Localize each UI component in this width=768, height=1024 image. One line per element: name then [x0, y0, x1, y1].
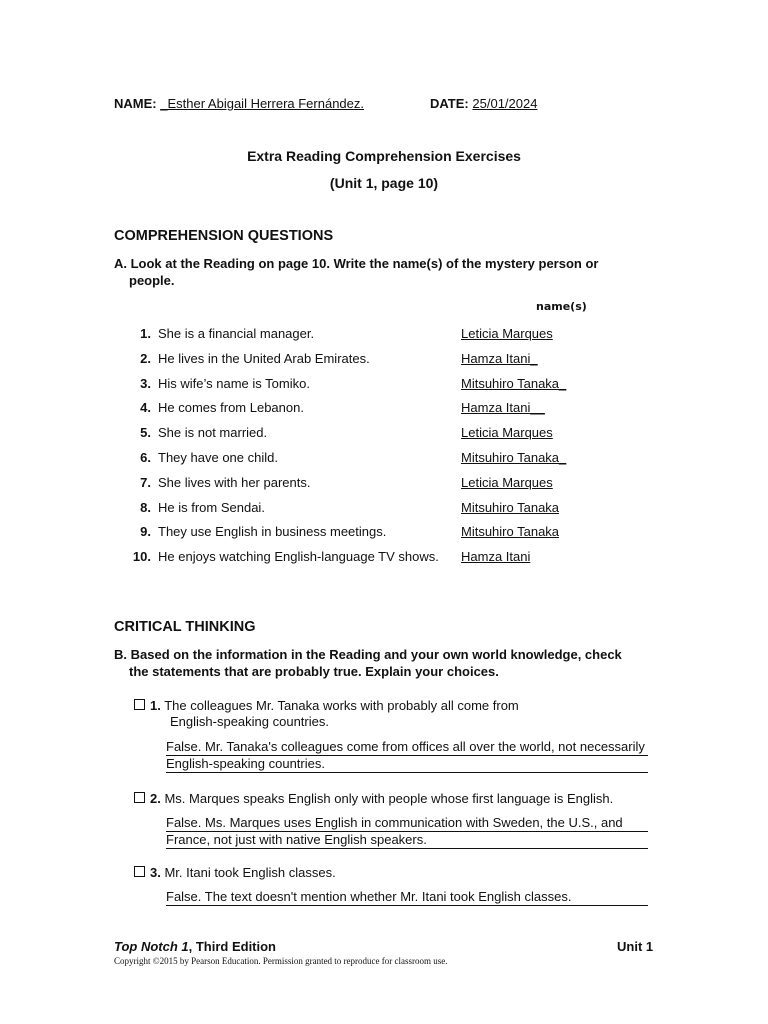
question-row [0, 450, 768, 470]
question-text: He is from Sendai. [158, 499, 265, 515]
date-label: DATE: [430, 96, 469, 111]
name-value: _Esther Abigail Herrera Fernández. [160, 96, 365, 111]
answer-field[interactable]: Mitsuhiro Tanaka [461, 524, 560, 540]
book-title: Top Notch 1 [114, 939, 189, 954]
answer-lines-1 [166, 739, 648, 773]
statement-item-1 [134, 697, 519, 714]
question-number: 8. [140, 499, 151, 515]
question-row [0, 425, 768, 445]
instruction-line-2: people. [129, 273, 175, 288]
answer-field[interactable]: Mitsuhiro Tanaka_ [461, 450, 567, 465]
name-label: NAME: [114, 96, 157, 111]
statement-text-continued: English-speaking countries. [170, 714, 329, 729]
question-text: She is a financial manager. [158, 326, 315, 341]
answer-lines-2 [166, 815, 648, 849]
question-text: He lives in the United Arab Emirates. [158, 350, 370, 366]
question-number: 7. [140, 474, 151, 490]
answer-field[interactable]: Hamza Itani__ [461, 400, 545, 416]
answer-field[interactable]: Leticia Marques [461, 425, 553, 441]
page-subtitle: (Unit 1, page 10) [329, 175, 439, 191]
question-number: 1. [140, 326, 151, 341]
instruction-line-2: the statements that are probably true. Explain your choices. [129, 664, 499, 679]
question-number: 4. [140, 400, 151, 416]
statement-number: 3. [150, 865, 161, 880]
question-number: 5. [140, 425, 151, 441]
answer-field[interactable]: Hamza Itani [461, 549, 531, 565]
answer-line[interactable]: English-speaking countries. [166, 756, 648, 773]
footer-unit: Unit 1 [617, 939, 654, 954]
statement-text: Mr. Itani took English classes. [164, 865, 336, 880]
question-number: 9. [140, 524, 151, 540]
question-text: He enjoys watching English-language TV shows. [158, 549, 439, 565]
question-text: They use English in business meetings. [158, 524, 387, 540]
question-text: She is not married. [158, 425, 268, 441]
statement-text: The colleagues Mr. Tanaka works with probably all come from [164, 698, 519, 713]
answer-line[interactable]: False. Mr. Tanaka's colleagues come from offices all over the world, not necessarily [166, 739, 648, 756]
answer-field[interactable]: Leticia Marques [461, 474, 553, 490]
question-text: His wife’s name is Tomiko. [158, 375, 310, 391]
answer-field[interactable]: Hamza Itani_ [461, 350, 538, 366]
checkbox[interactable] [134, 866, 145, 877]
page-title: Extra Reading Comprehension Exercises [247, 148, 521, 164]
statement-number: 2. [150, 791, 161, 806]
question-text: They have one child. [158, 450, 278, 465]
answer-field[interactable]: Mitsuhiro Tanaka [461, 499, 560, 515]
answer-lines-3 [166, 889, 648, 906]
statement-number: 1. [150, 698, 161, 713]
copyright-notice: Copyright ©2015 by Pearson Education. Permission granted to reproduce for classroom use. [114, 956, 448, 966]
answer-line[interactable]: False. The text doesn't mention whether Mr. Itani took English classes. [166, 889, 648, 906]
question-number: 3. [140, 375, 151, 391]
date-value: 25/01/2024 [472, 96, 538, 111]
statement-item-2 [134, 790, 613, 807]
footer-book-title [114, 939, 276, 954]
question-row [0, 400, 768, 420]
statement-text: Ms. Marques speaks English only with people whose first language is English. [164, 791, 614, 806]
answer-line[interactable]: False. Ms. Marques uses English in communication with Sweden, the U.S., and [166, 815, 648, 832]
comprehension-heading: COMPREHENSION QUESTIONS [114, 228, 334, 244]
question-number: 10. [132, 549, 151, 565]
answer-field[interactable]: Mitsuhiro Tanaka_ [461, 375, 567, 391]
checkbox[interactable] [134, 699, 145, 710]
answer-column-header: name(s) [536, 300, 587, 313]
question-row [0, 326, 768, 346]
answer-line[interactable]: France, not just with native English speakers. [166, 832, 648, 849]
question-row [0, 475, 768, 495]
instruction-line-1: A. Look at the Reading on page 10. Write the name(s) of the mystery person or [114, 256, 599, 271]
critical-heading: CRITICAL THINKING [114, 619, 256, 635]
question-text: She lives with her parents. [158, 474, 311, 490]
critical-instruction [114, 646, 654, 680]
answer-field[interactable]: Leticia Marques [461, 326, 553, 341]
question-row [0, 351, 768, 371]
question-row [0, 549, 768, 569]
instruction-line-1: B. Based on the information in the Reading and your own world knowledge, check [114, 647, 622, 662]
name-field [114, 96, 364, 111]
question-row [0, 524, 768, 544]
checkbox[interactable] [134, 792, 145, 803]
question-number: 6. [140, 450, 151, 465]
comprehension-instruction [114, 255, 654, 289]
question-number: 2. [140, 350, 151, 366]
date-field [430, 96, 537, 111]
question-row [0, 500, 768, 520]
question-text: He comes from Lebanon. [158, 400, 304, 416]
statement-item-3 [134, 864, 336, 881]
question-row [0, 376, 768, 396]
book-edition: , Third Edition [188, 939, 277, 954]
